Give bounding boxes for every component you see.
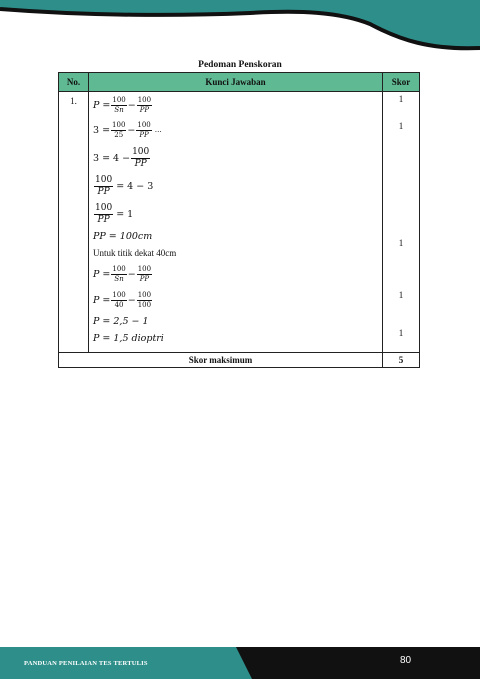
answer-key-cell [89,92,383,353]
fraction: $\frac{100}{Sn}$ [112,265,126,283]
equation-line-9: P = $\frac{100}{40}$ − $\frac{100}{100}$ [93,291,152,309]
score-value: 1 [398,328,404,338]
table-header-row [59,73,420,92]
equation-line-6: PP = 100cm [93,231,153,242]
equation-line-11: P = 1,5 dioptri [93,333,164,344]
text-line-near-point: Untuk titik dekat 40cm [93,248,177,258]
scoring-table [58,72,420,368]
page-number: 80 [400,655,412,666]
equation-line-3: 3 = 4 − $\frac{100}{PP}$ [93,147,150,169]
equation-line-1: P = $\frac{100}{Sn}$ − $\frac{100}{PP}$ [93,96,152,114]
fraction: $\frac{100}{PP}$ [137,96,152,114]
table-row [59,92,420,353]
score-value: 1 [398,94,404,104]
total-row [59,353,420,368]
fraction: $\frac{100}{PP}$ [95,175,113,197]
score-value: 1 [398,121,404,131]
score-value: 1 [398,238,404,248]
fraction: $\frac{100}{PP}$ [137,265,152,283]
score-cell [383,92,420,353]
fraction: $\frac{100}{PP}$ [137,121,151,139]
equation-line-2: 3 = $\frac{100}{25}$ − $\frac{100}{PP}$ … [93,121,162,139]
equation-line-5: $\frac{100}{PP}$ = 1 [95,203,134,225]
header-answer-key: Kunci Jawaban [89,73,383,92]
total-score: 5 [383,353,420,368]
fraction: $\frac{100}{PP}$ [132,147,150,169]
fraction: $\frac{100}{40}$ [112,291,126,309]
header-decoration [0,0,480,60]
equation-line-10: P = 2,5 − 1 [93,316,149,327]
score-value: 1 [398,290,404,300]
equation-line-8: P = $\frac{100}{Sn}$ − $\frac{100}{PP}$ [93,265,152,283]
fraction: $\frac{100}{100}$ [137,291,152,309]
header-no: No. [59,73,89,92]
fraction: $\frac{100}{Sn}$ [112,96,126,114]
header-score: Skor [383,73,420,92]
page-title: Pedoman Penskoran [198,60,282,70]
fraction: $\frac{100}{PP}$ [95,203,113,225]
row-number: 1. [59,92,89,353]
total-label: Skor maksimum [59,353,383,368]
equation-line-4: $\frac{100}{PP}$ = 4 − 3 [95,175,154,197]
footer-title: PANDUAN PENILAIAN TES TERTULIS [24,660,148,667]
fraction: $\frac{100}{25}$ [112,121,126,139]
